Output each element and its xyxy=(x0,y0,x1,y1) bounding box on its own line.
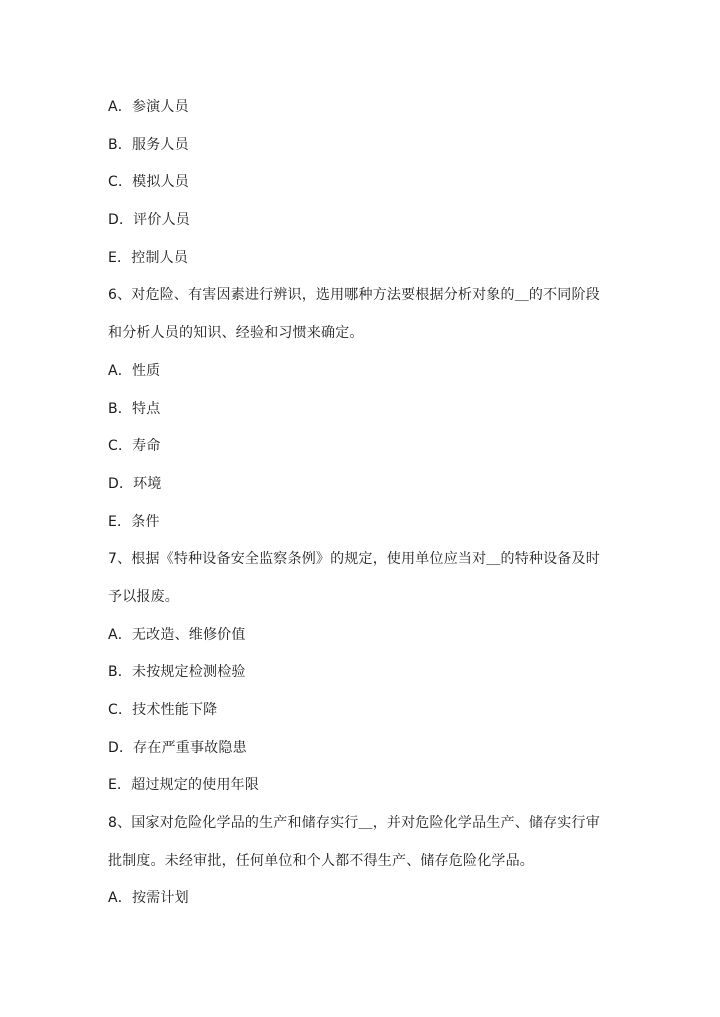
q6-option-c: C．寿命 xyxy=(108,438,161,455)
q7-option-d: D．存在严重事故隐患 xyxy=(108,739,247,756)
q6-option-b: B．特点 xyxy=(108,400,161,417)
document-body xyxy=(108,92,618,921)
q7-option-b: B．未按规定检测检验 xyxy=(108,664,246,681)
q8-option-a: A．按需计划 xyxy=(108,890,189,907)
q7-option-a: A．无改造、维修价值 xyxy=(108,626,246,643)
q8-stem-line-2: 批制度。未经审批，任何单位和个人都不得生产、储存危险化学品。 xyxy=(108,852,534,869)
q8-stem-line-1: 8、国家对危险化学品的生产和储存实行＿，并对危险化学品生产、储存实行审 xyxy=(108,815,600,832)
q5-option-b: B．服务人员 xyxy=(108,136,189,153)
q5-option-d: D．评价人员 xyxy=(108,212,190,229)
q6-stem-line-2: 和分析人员的知识、经验和习惯来确定。 xyxy=(108,325,364,342)
q7-option-e: E．超过规定的使用年限 xyxy=(108,777,260,794)
q5-option-e: E．控制人员 xyxy=(108,249,189,266)
q5-option-c: C．模拟人员 xyxy=(108,174,189,191)
q6-stem-line-1: 6、对危险、有害因素进行辨识，选用哪种方法要根据分析对象的＿的不同阶段 xyxy=(108,287,600,304)
q6-option-a: A．性质 xyxy=(108,362,161,379)
q6-option-e: E．条件 xyxy=(108,513,160,530)
q7-stem-line-2: 予以报废。 xyxy=(108,588,179,605)
q7-stem-line-1: 7、根据《特种设备安全监察条例》的规定，使用单位应当对＿的特种设备及时 xyxy=(108,551,600,568)
q6-option-d: D．环境 xyxy=(108,475,162,492)
q7-option-c: C．技术性能下降 xyxy=(108,702,218,718)
q5-option-a: A．参演人员 xyxy=(108,99,189,115)
